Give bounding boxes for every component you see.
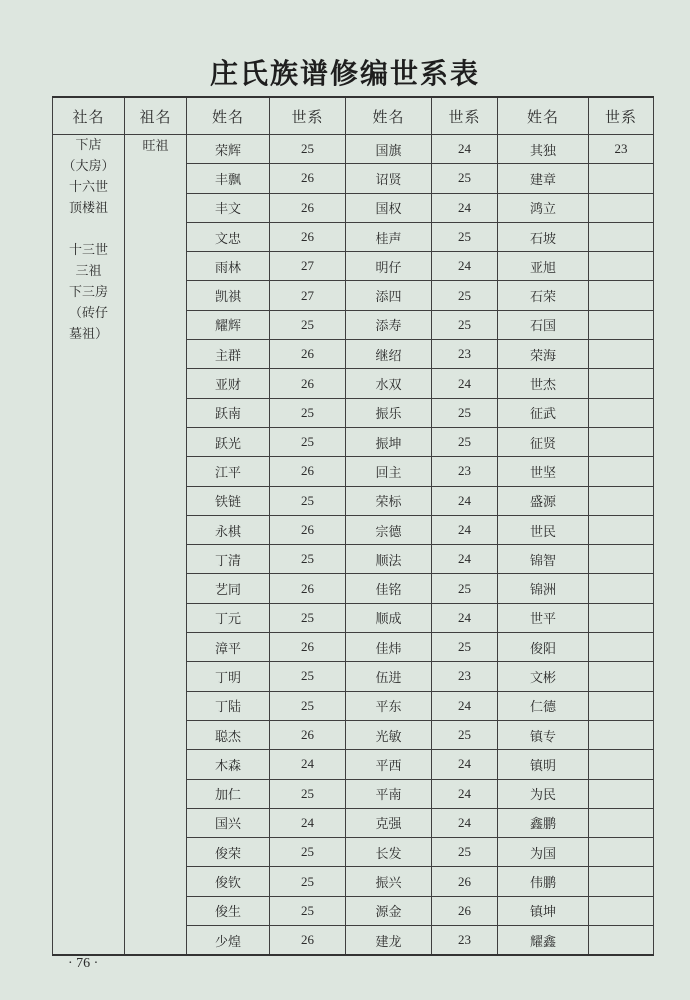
- generation-2-cell: 23: [432, 662, 498, 691]
- name-1-cell: 文忠: [187, 222, 270, 251]
- name-1-cell: 丁元: [187, 603, 270, 632]
- name-1-cell: 跃光: [187, 427, 270, 456]
- name-2-cell: 佳铭: [346, 574, 432, 603]
- generation-3-cell: [589, 896, 654, 925]
- header-zu-ming: 祖名: [125, 97, 187, 135]
- name-1-cell: 雨林: [187, 252, 270, 281]
- generation-3-cell: [589, 603, 654, 632]
- name-3-cell: 征贤: [498, 427, 589, 456]
- name-1-cell: 艺同: [187, 574, 270, 603]
- name-2-cell: 国旗: [346, 135, 432, 164]
- generation-2-cell: 23: [432, 926, 498, 956]
- generation-3-cell: [589, 867, 654, 896]
- generation-3-cell: [589, 457, 654, 486]
- generation-3-cell: [589, 633, 654, 662]
- name-2-cell: 明仔: [346, 252, 432, 281]
- generation-3-cell: [589, 427, 654, 456]
- header-she-ming: 社名: [53, 97, 125, 135]
- name-2-cell: 伍进: [346, 662, 432, 691]
- generation-3-cell: [589, 369, 654, 398]
- name-3-cell: 镇专: [498, 720, 589, 749]
- generation-2-cell: 24: [432, 193, 498, 222]
- generation-2-cell: 26: [432, 867, 498, 896]
- name-2-cell: 建龙: [346, 926, 432, 956]
- generation-3-cell: [589, 720, 654, 749]
- name-2-cell: 源金: [346, 896, 432, 925]
- name-2-cell: 光敏: [346, 720, 432, 749]
- generation-3-cell: [589, 691, 654, 720]
- name-1-cell: 国兴: [187, 808, 270, 837]
- generation-3-cell: [589, 662, 654, 691]
- name-3-cell: 伟鹏: [498, 867, 589, 896]
- generation-2-cell: 25: [432, 838, 498, 867]
- header-generation-3: 世系: [589, 97, 654, 135]
- name-1-cell: 丰飘: [187, 164, 270, 193]
- generation-2-cell: 24: [432, 515, 498, 544]
- generation-2-cell: 24: [432, 691, 498, 720]
- name-2-cell: 宗德: [346, 515, 432, 544]
- name-2-cell: 水双: [346, 369, 432, 398]
- name-3-cell: 石荣: [498, 281, 589, 310]
- name-2-cell: 长发: [346, 838, 432, 867]
- name-3-cell: 鑫鹏: [498, 808, 589, 837]
- generation-1-cell: 25: [270, 662, 346, 691]
- name-2-cell: 振兴: [346, 867, 432, 896]
- name-1-cell: 凯祺: [187, 281, 270, 310]
- name-1-cell: 丰文: [187, 193, 270, 222]
- generation-3-cell: [589, 193, 654, 222]
- generation-1-cell: 26: [270, 720, 346, 749]
- name-1-cell: 丁清: [187, 545, 270, 574]
- name-1-cell: 聪杰: [187, 720, 270, 749]
- she-ming-line: 墓祖）: [68, 327, 108, 342]
- name-2-cell: 添寿: [346, 310, 432, 339]
- generation-2-cell: 23: [432, 340, 498, 369]
- generation-2-cell: 24: [432, 135, 498, 164]
- name-2-cell: 振乐: [346, 398, 432, 427]
- generation-2-cell: 25: [432, 398, 498, 427]
- she-ming-line: [53, 219, 124, 240]
- page-number: · 76 ·: [68, 956, 99, 971]
- generation-1-cell: 26: [270, 193, 346, 222]
- name-3-cell: 镇坤: [498, 896, 589, 925]
- generation-3-cell: [589, 252, 654, 281]
- generation-2-cell: 25: [432, 427, 498, 456]
- name-3-cell: 鸿立: [498, 193, 589, 222]
- name-1-cell: 少煌: [187, 926, 270, 956]
- generation-2-cell: 24: [432, 545, 498, 574]
- generation-1-cell: 24: [270, 750, 346, 779]
- header-name-2: 姓名: [346, 97, 432, 135]
- generation-3-cell: [589, 164, 654, 193]
- name-2-cell: 国权: [346, 193, 432, 222]
- generation-1-cell: 24: [270, 808, 346, 837]
- name-3-cell: 为民: [498, 779, 589, 808]
- generation-2-cell: 24: [432, 252, 498, 281]
- name-3-cell: 荣海: [498, 340, 589, 369]
- generation-3-cell: [589, 398, 654, 427]
- generation-3-cell: [589, 340, 654, 369]
- she-ming-line: 下三房: [68, 285, 108, 300]
- page-title: 庄氏族谱修编世系表: [209, 57, 480, 90]
- name-2-cell: 平西: [346, 750, 432, 779]
- generation-1-cell: 25: [270, 427, 346, 456]
- generation-2-cell: 25: [432, 310, 498, 339]
- generation-1-cell: 26: [270, 222, 346, 251]
- she-ming-line: 三祖: [75, 264, 102, 279]
- generation-1-cell: 25: [270, 779, 346, 808]
- name-2-cell: 桂声: [346, 222, 432, 251]
- generation-3-cell: [589, 838, 654, 867]
- name-2-cell: 顺法: [346, 545, 432, 574]
- generation-3-cell: [589, 926, 654, 956]
- header-generation-2: 世系: [432, 97, 498, 135]
- name-1-cell: 主群: [187, 340, 270, 369]
- genealogy-table: [52, 96, 654, 956]
- generation-2-cell: 25: [432, 720, 498, 749]
- name-3-cell: 仁德: [498, 691, 589, 720]
- generation-3-cell: [589, 281, 654, 310]
- generation-1-cell: 25: [270, 486, 346, 515]
- generation-3-cell: [589, 750, 654, 779]
- generation-3-cell: [589, 486, 654, 515]
- she-ming-line: （砖仔: [68, 306, 108, 321]
- generation-1-cell: 26: [270, 633, 346, 662]
- generation-1-cell: 27: [270, 252, 346, 281]
- generation-2-cell: 25: [432, 222, 498, 251]
- name-1-cell: 俊荣: [187, 838, 270, 867]
- name-1-cell: 荣辉: [187, 135, 270, 164]
- generation-2-cell: 25: [432, 164, 498, 193]
- name-1-cell: 丁陆: [187, 691, 270, 720]
- she-ming-line: 十六世: [68, 180, 108, 195]
- generation-1-cell: 25: [270, 896, 346, 925]
- name-3-cell: 锦智: [498, 545, 589, 574]
- generation-3-cell: [589, 310, 654, 339]
- name-1-cell: 漳平: [187, 633, 270, 662]
- generation-1-cell: 25: [270, 603, 346, 632]
- header-generation-1: 世系: [270, 97, 346, 135]
- generation-1-cell: 26: [270, 926, 346, 956]
- generation-1-cell: 25: [270, 310, 346, 339]
- table-header-row: [53, 97, 654, 135]
- she-ming-cell: [53, 135, 125, 956]
- generation-3-cell: 23: [589, 135, 654, 164]
- name-3-cell: 征武: [498, 398, 589, 427]
- name-3-cell: 俊阳: [498, 633, 589, 662]
- name-1-cell: 耀辉: [187, 310, 270, 339]
- name-1-cell: 俊生: [187, 896, 270, 925]
- generation-2-cell: 24: [432, 750, 498, 779]
- name-3-cell: 世坚: [498, 457, 589, 486]
- name-3-cell: 盛源: [498, 486, 589, 515]
- generation-1-cell: 26: [270, 340, 346, 369]
- generation-1-cell: 26: [270, 515, 346, 544]
- table-row: [53, 135, 654, 164]
- name-2-cell: 平东: [346, 691, 432, 720]
- generation-1-cell: 26: [270, 457, 346, 486]
- name-2-cell: 平南: [346, 779, 432, 808]
- name-3-cell: 世民: [498, 515, 589, 544]
- name-2-cell: 顺成: [346, 603, 432, 632]
- generation-1-cell: 25: [270, 398, 346, 427]
- generation-1-cell: 26: [270, 574, 346, 603]
- name-1-cell: 丁明: [187, 662, 270, 691]
- name-1-cell: 江平: [187, 457, 270, 486]
- name-3-cell: 其独: [498, 135, 589, 164]
- generation-2-cell: 24: [432, 486, 498, 515]
- generation-1-cell: 26: [270, 369, 346, 398]
- generation-2-cell: 24: [432, 779, 498, 808]
- generation-1-cell: 25: [270, 135, 346, 164]
- generation-1-cell: 25: [270, 867, 346, 896]
- generation-3-cell: [589, 574, 654, 603]
- generation-3-cell: [589, 545, 654, 574]
- generation-3-cell: [589, 808, 654, 837]
- name-1-cell: 亚财: [187, 369, 270, 398]
- name-2-cell: 振坤: [346, 427, 432, 456]
- name-1-cell: 铁链: [187, 486, 270, 515]
- name-2-cell: 荣标: [346, 486, 432, 515]
- name-3-cell: 为国: [498, 838, 589, 867]
- name-3-cell: 世杰: [498, 369, 589, 398]
- generation-2-cell: 25: [432, 633, 498, 662]
- name-1-cell: 跃南: [187, 398, 270, 427]
- generation-1-cell: 25: [270, 545, 346, 574]
- name-3-cell: 世平: [498, 603, 589, 632]
- zu-ming-cell: 旺祖: [125, 135, 187, 956]
- she-ming-line: 顶楼祖: [68, 201, 108, 216]
- generation-1-cell: 27: [270, 281, 346, 310]
- name-3-cell: 镇明: [498, 750, 589, 779]
- name-1-cell: 加仁: [187, 779, 270, 808]
- name-2-cell: 回主: [346, 457, 432, 486]
- name-1-cell: 永棋: [187, 515, 270, 544]
- generation-3-cell: [589, 515, 654, 544]
- header-name-1: 姓名: [187, 97, 270, 135]
- generation-1-cell: 26: [270, 164, 346, 193]
- name-3-cell: 亚旭: [498, 252, 589, 281]
- generation-2-cell: 25: [432, 281, 498, 310]
- generation-3-cell: [589, 222, 654, 251]
- generation-1-cell: 25: [270, 691, 346, 720]
- generation-2-cell: 24: [432, 808, 498, 837]
- name-1-cell: 木森: [187, 750, 270, 779]
- name-3-cell: 锦洲: [498, 574, 589, 603]
- name-2-cell: 继绍: [346, 340, 432, 369]
- name-2-cell: 诏贤: [346, 164, 432, 193]
- generation-2-cell: 24: [432, 603, 498, 632]
- she-ming-line: （大房）: [62, 159, 115, 174]
- name-2-cell: 佳炜: [346, 633, 432, 662]
- name-3-cell: 石坡: [498, 222, 589, 251]
- name-3-cell: 耀鑫: [498, 926, 589, 956]
- name-1-cell: 俊钦: [187, 867, 270, 896]
- name-3-cell: 文彬: [498, 662, 589, 691]
- generation-3-cell: [589, 779, 654, 808]
- name-3-cell: 石国: [498, 310, 589, 339]
- generation-2-cell: 24: [432, 369, 498, 398]
- generation-2-cell: 23: [432, 457, 498, 486]
- name-2-cell: 克强: [346, 808, 432, 837]
- generation-2-cell: 25: [432, 574, 498, 603]
- name-3-cell: 建章: [498, 164, 589, 193]
- name-2-cell: 添四: [346, 281, 432, 310]
- header-name-3: 姓名: [498, 97, 589, 135]
- she-ming-line: 下店: [75, 138, 102, 153]
- she-ming-line: 十三世: [68, 243, 108, 258]
- generation-1-cell: 25: [270, 838, 346, 867]
- generation-2-cell: 26: [432, 896, 498, 925]
